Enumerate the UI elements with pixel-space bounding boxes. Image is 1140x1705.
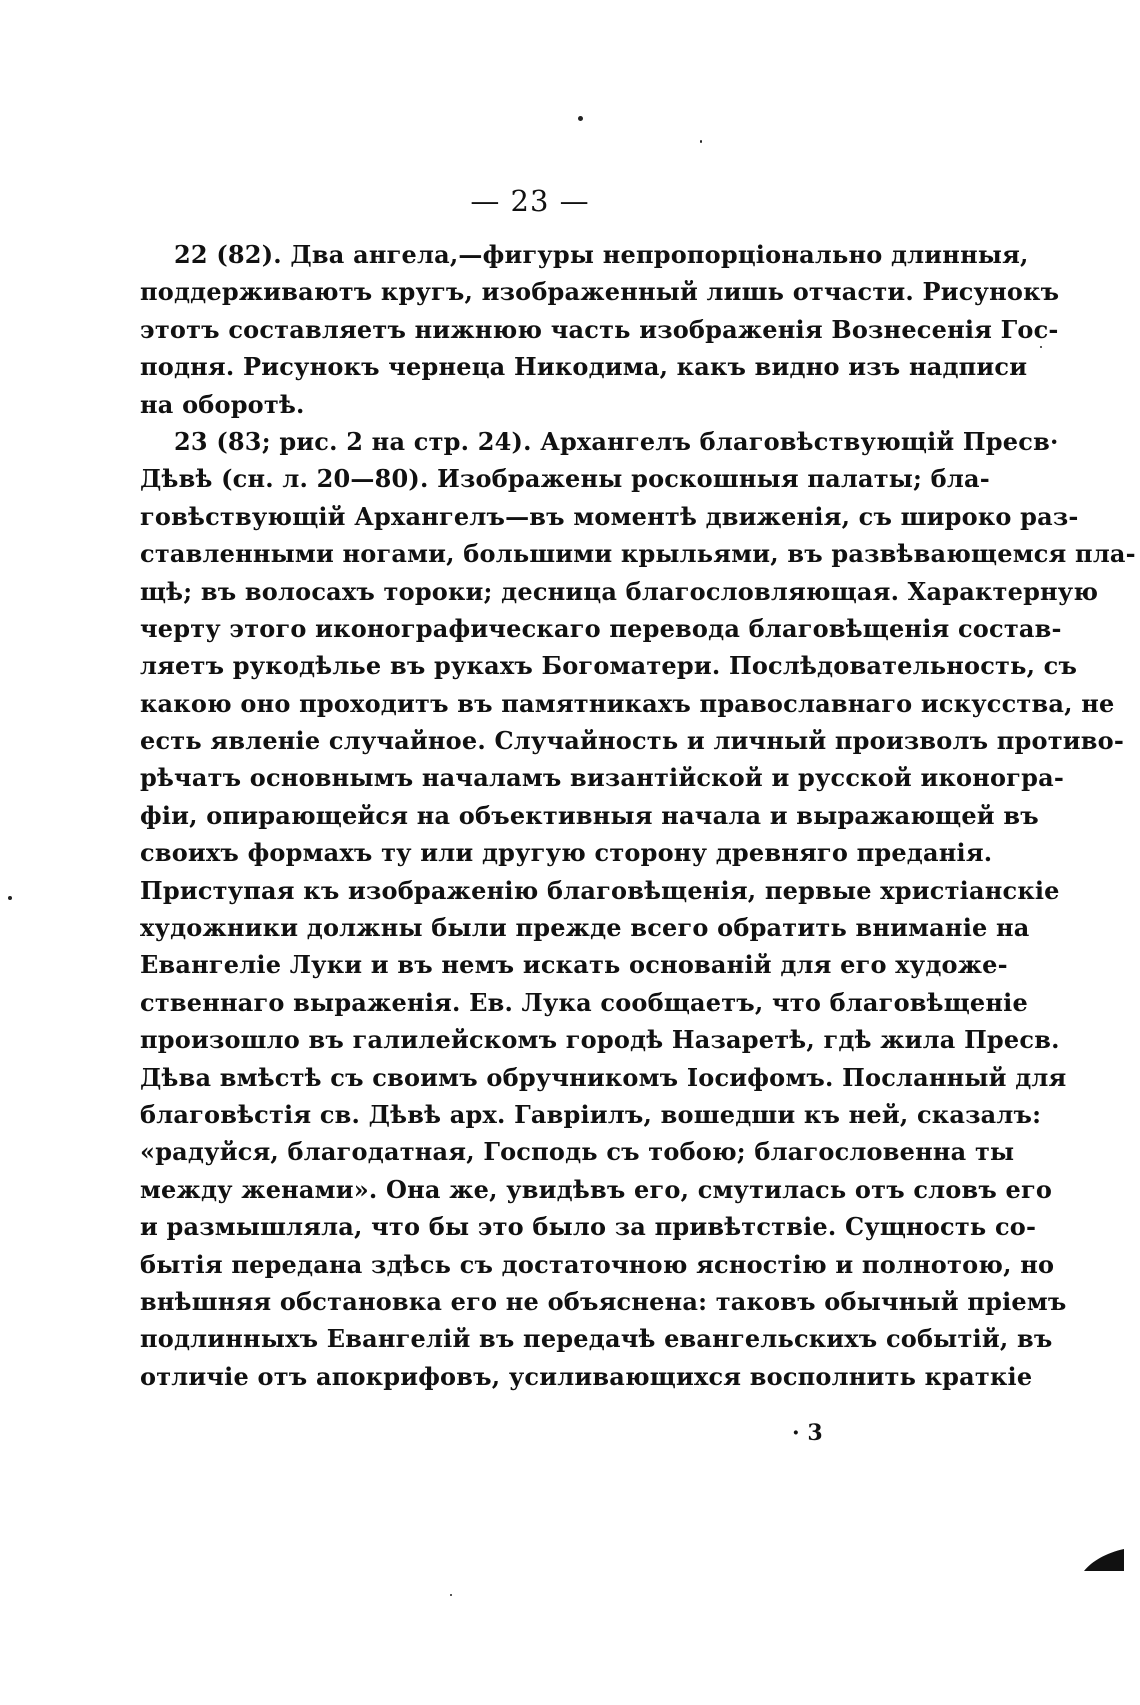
text-line: подня. Рисунокъ чернеца Никодима, какъ видно изъ надписи bbox=[140, 352, 1028, 382]
text-line: ставленными ногами, большими крыльями, въ развѣвающемся пла- bbox=[140, 539, 1136, 569]
text-line: Дѣва вмѣстѣ съ своимъ обручникомъ Іосифомъ. Посланный для bbox=[140, 1062, 1067, 1092]
text-line: произошло въ галилейскомъ городѣ Назаретѣ, гдѣ жила Пресв. bbox=[140, 1025, 1060, 1055]
scan-speck bbox=[450, 1594, 452, 1596]
scan-speck bbox=[1040, 346, 1042, 348]
text-line: художники должны были прежде всего обратить вниманіе на bbox=[140, 913, 1030, 943]
text-line: Евангеліе Луки и въ немъ искать основаній для его художе- bbox=[140, 950, 1008, 980]
body-text bbox=[140, 236, 1136, 1395]
text-line: отличіе отъ апокрифовъ, усиливающихся восполнить краткіе bbox=[140, 1361, 1033, 1391]
text-line: 23 (83; рис. 2 на стр. 24). Архангелъ благовѣствующій Пресв· bbox=[174, 426, 1059, 456]
text-line: ственнаго выраженія. Ев. Лука сообщаетъ, что благовѣщеніе bbox=[140, 987, 1028, 1017]
page-number: — 23 — bbox=[470, 184, 590, 218]
text-line: 22 (82). Два ангела,—фигуры непропорціонально длинныя, bbox=[174, 240, 1029, 269]
text-line: говѣствующій Архангелъ—въ моментѣ движенія, съ широко раз- bbox=[140, 501, 1079, 531]
text-line: черту этого иконографическаго перевода благовѣщенія состав- bbox=[140, 613, 1062, 643]
text-line: какою оно проходитъ въ памятникахъ православнаго искусства, не bbox=[140, 688, 1115, 718]
text-line: рѣчатъ основнымъ началамъ византійской и русской иконогра- bbox=[140, 763, 1064, 793]
text-line: бытія передана здѣсь съ достаточною ясностію и полнотою, но bbox=[140, 1249, 1055, 1279]
text-line: фіи, опирающейся на объективныя начала и выражающей въ bbox=[140, 800, 1039, 830]
text-line: своихъ формахъ ту или другую сторону древняго преданія. bbox=[140, 838, 993, 868]
scan-speck bbox=[8, 896, 12, 900]
corner-mark-icon bbox=[1082, 1547, 1126, 1573]
text-line: «радуйся, благодатная, Господь съ тобою; благословенна ты bbox=[140, 1137, 1015, 1167]
scan-speck bbox=[578, 116, 583, 121]
text-line: Приступая къ изображенію благовѣщенія, первые христіанскіе bbox=[140, 875, 1060, 905]
scan-speck bbox=[700, 140, 702, 143]
text-line: этотъ составляетъ нижнюю часть изображенія Вознесенія Гос- bbox=[140, 314, 1059, 344]
text-line: внѣшняя обстановка его не объяснена: таковъ обычный пріемъ bbox=[140, 1286, 1067, 1316]
text-line: Дѣвѣ (сн. л. 20—80). Изображены роскошныя палаты; бла- bbox=[140, 464, 990, 494]
text-line: и размышляла, что бы это было за привѣтствіе. Сущность со- bbox=[140, 1212, 1037, 1242]
text-line: есть явленіе случайное. Случайность и личный произволъ противо- bbox=[140, 726, 1125, 756]
signature-mark: · 3 bbox=[792, 1420, 823, 1446]
text-line: на оборотѣ. bbox=[140, 389, 305, 419]
text-line: подлинныхъ Евангелій въ передачѣ евангельскихъ событій, въ bbox=[140, 1324, 1053, 1354]
text-line: поддерживаютъ кругъ, изображенный лишь отчасти. Рисунокъ bbox=[140, 277, 1060, 307]
text-line: между женами». Она же, увидѣвъ его, смутилась отъ словъ его bbox=[140, 1174, 1053, 1204]
text-line: ляетъ рукодѣлье въ рукахъ Богоматери. Послѣдовательность, съ bbox=[140, 651, 1078, 681]
text-line: щѣ; въ волосахъ тороки; десница благословляющая. Характерную bbox=[140, 576, 1099, 606]
text-line: благовѣстія св. Дѣвѣ арх. Гавріилъ, вошедши къ ней, сказалъ: bbox=[140, 1099, 1042, 1129]
